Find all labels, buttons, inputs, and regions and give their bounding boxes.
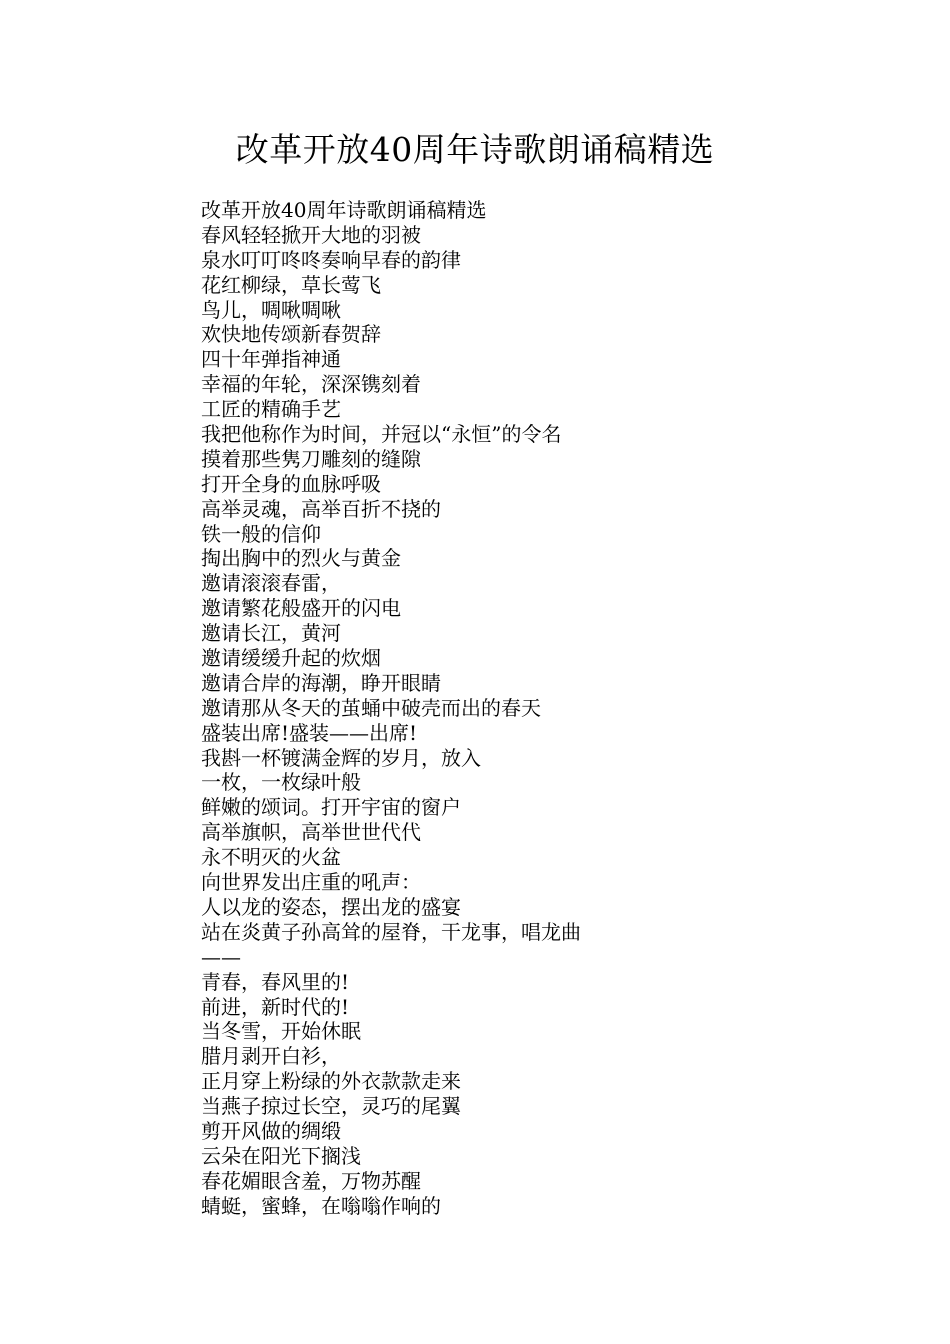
poem-line: 云朵在阳光下搁浅 (201, 1143, 361, 1168)
poem-line: 青春，春风里的! (201, 969, 350, 994)
poem-line: 花红柳绿，草长莺飞 (201, 272, 381, 297)
poem-line: 鸟儿，啁啾啁啾 (201, 297, 341, 322)
poem-line: 邀请繁花般盛开的闪电 (201, 596, 401, 621)
poem-line: 腊月剥开白衫， (201, 1044, 341, 1069)
poem-line: 剪开风做的绸缎 (201, 1118, 341, 1143)
poem-line: 幸福的年轮，深深镌刻着 (201, 372, 421, 397)
poem-line: 铁一般的信仰 (201, 521, 321, 546)
poem-line: 泉水叮叮咚咚奏响早春的韵律 (201, 247, 461, 272)
poem-line: 高举灵魂，高举百折不挠的 (201, 496, 441, 521)
poem-line: 当燕子掠过长空，灵巧的尾翼 (201, 1094, 461, 1119)
poem-line: 邀请长江，黄河 (201, 621, 341, 646)
poem-line: 一枚，一枚绿叶般 (201, 770, 361, 795)
poem-line: 邀请合岸的海潮，睁开眼睛 (201, 670, 441, 695)
poem-line: 春花媚眼含羞，万物苏醒 (201, 1168, 421, 1193)
poem-line: 邀请那从冬天的茧蛹中破壳而出的春天 (201, 695, 541, 720)
poem-line: 邀请滚滚春雷， (201, 571, 341, 596)
poem-line: 前进，新时代的! (201, 994, 350, 1019)
poem-line: 永不明灭的火盆 (201, 845, 341, 870)
poem-line: 摸着那些隽刀雕刻的缝隙 (201, 446, 421, 471)
poem-line: 我把他称作为时间，并冠以“永恒”的令名 (201, 422, 562, 447)
poem-body (201, 198, 841, 1219)
poem-line: 工匠的精确手艺 (201, 397, 341, 422)
poem-line: 正月穿上粉绿的外衣款款走来 (201, 1069, 461, 1094)
poem-line: 改革开放40周年诗歌朗诵稿精选 (201, 198, 487, 222)
poem-line: 四十年弹指神通 (201, 347, 341, 372)
document-title: 改革开放40周年诗歌朗诵稿精选 (235, 130, 715, 169)
poem-line: 邀请缓缓升起的炊烟 (201, 646, 381, 671)
poem-line: 春风轻轻掀开大地的羽被 (201, 222, 421, 247)
poem-line: 高举旗帜，高举世世代代 (201, 820, 421, 845)
poem-line: 人以龙的姿态，摆出龙的盛宴 (201, 894, 461, 919)
poem-line: 欢快地传颂新春贺辞 (201, 322, 381, 347)
poem-line: 向世界发出庄重的吼声： (201, 870, 421, 895)
poem-line: 掏出胸中的烈火与黄金 (201, 546, 401, 571)
poem-line: 站在炎黄子孙高耸的屋脊，干龙事，唱龙曲 (201, 919, 581, 944)
poem-line: —— (201, 944, 241, 969)
poem-line: 我斟一杯镀满金辉的岁月，放入 (201, 745, 481, 770)
poem-line: 鲜嫩的颂词。打开宇宙的窗户 (201, 795, 461, 820)
poem-line: 蜻蜓，蜜蜂，在嗡嗡作响的 (201, 1193, 441, 1218)
poem-line: 盛装出席!盛装——出席! (201, 720, 418, 745)
poem-line: 当冬雪，开始休眠 (201, 1019, 361, 1044)
poem-line: 打开全身的血脉呼吸 (201, 471, 381, 496)
